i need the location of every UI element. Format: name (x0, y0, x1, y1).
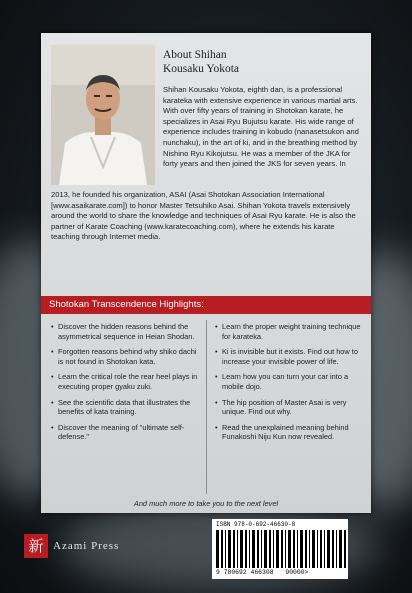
publisher-logo-icon: 新 (24, 534, 48, 558)
barcode-stripe (288, 530, 291, 568)
barcode-stripe (324, 530, 325, 568)
barcode-digits: 9 780692 466308 (216, 569, 274, 576)
barcode-stripe (317, 530, 318, 568)
highlight-item: • Discover the hidden reasons behind the asymmetrical sequence in Heian Shodan. (51, 322, 199, 341)
author-bio-part1: Shihan Kousaku Yokota, eighth dan, is a professional karateka with extensive experience in various martial arts. With over fifty years of training in Shotokan karate, he specializes in Asai Ryu Bujutsu karate. His wide range of experience includes training in kobudo (nanasetsukon and nunchaku), in the art of ki, and in the breathing method by Nishino Ryu Kikojutsu. He was a member of the JKA for forty years and then joined the JKS for seven years. In (163, 85, 359, 169)
column-divider (206, 320, 207, 494)
isbn-text: ISBN 978-0-692-46630-8 (216, 521, 296, 528)
barcode-stripe (240, 530, 243, 568)
highlights-left-column (51, 322, 199, 448)
barcode-stripe (336, 530, 337, 568)
barcode-stripe (300, 530, 303, 568)
barcode-stripe (273, 530, 274, 568)
highlights-right-column (215, 322, 363, 448)
barcode-stripe (332, 530, 334, 568)
highlight-item: • Ki is invisible but it exists. Find out how to increase your invisible power of life. (215, 347, 363, 366)
highlight-item: • Discover the meaning of "ultimate self-defense." (51, 423, 199, 442)
barcode-stripe (221, 530, 223, 568)
barcode-stripe (312, 530, 315, 568)
highlight-item: • Learn the proper weight training technique for karateka. (215, 322, 363, 341)
barcode-bars (216, 530, 318, 568)
barcode-stripe (264, 530, 267, 568)
barcode-stripe (297, 530, 298, 568)
barcode-number (216, 569, 308, 576)
barcode-stripe (320, 530, 322, 568)
barcode-stripe (252, 530, 255, 568)
about-heading (163, 48, 323, 76)
price-code: 90000> (285, 569, 309, 576)
highlight-item: • Read the unexplained meaning behind Funakoshi Niju Kun now revealed. (215, 423, 363, 442)
barcode-stripe (285, 530, 286, 568)
highlight-item: • The hip position of Master Asai is very unique. Find out why. (215, 398, 363, 417)
price-barcode-bars (320, 530, 346, 568)
barcode-stripe (339, 530, 342, 568)
back-cover-panel (41, 33, 371, 513)
barcode-stripe (281, 530, 283, 568)
barcode-stripe (245, 530, 247, 568)
barcode-stripe (225, 530, 226, 568)
barcode-box (212, 519, 348, 579)
highlights-heading: Shotokan Transcendence Highlights: (41, 296, 371, 314)
highlight-item: • See the scientific data that illustrates the benefits of kata training. (51, 398, 199, 417)
barcode-stripe (344, 530, 346, 568)
highlight-item: • Learn how you can turn your car into a mobile dojo. (215, 372, 363, 391)
barcode-stripe (327, 530, 330, 568)
barcode-stripe (249, 530, 250, 568)
highlight-item: • Forgotten reasons behind why shiko dachi is not found in Shotokan kata. (51, 347, 199, 366)
barcode-stripe (305, 530, 307, 568)
author-photo (51, 45, 155, 185)
about-title-line2: Kousaku Yokota (163, 63, 240, 75)
barcode-stripe (233, 530, 235, 568)
barcode-stripe (276, 530, 279, 568)
barcode-stripe (293, 530, 295, 568)
barcode-stripe (237, 530, 238, 568)
highlight-item: • Learn the critical role the rear heel plays in executing proper gyaku zuki. (51, 372, 199, 391)
barcode-stripe (257, 530, 259, 568)
author-portrait-image (51, 45, 155, 185)
barcode-stripe (261, 530, 262, 568)
publisher-name: Azami Press (53, 540, 120, 552)
barcode-stripe (269, 530, 271, 568)
author-bio-part2: 2013, he founded his organization, ASAI (Asai Shotokan Association International [www.asaikarate.com]) to honor Master Tetsuhiko Asai. Shihan Yokota travels extensively around the world to share the knowledge and techniques of Asai Ryu karate. He is also the partner of Karate Coaching (www.karatecoaching.com), where he extends his karate teaching through Internet media. (51, 190, 356, 242)
about-title-line1: About Shihan (163, 49, 227, 61)
tagline: And much more to take you to the next level (133, 499, 279, 508)
barcode-stripe (216, 530, 219, 568)
barcode-stripe (309, 530, 310, 568)
barcode-stripe (228, 530, 231, 568)
